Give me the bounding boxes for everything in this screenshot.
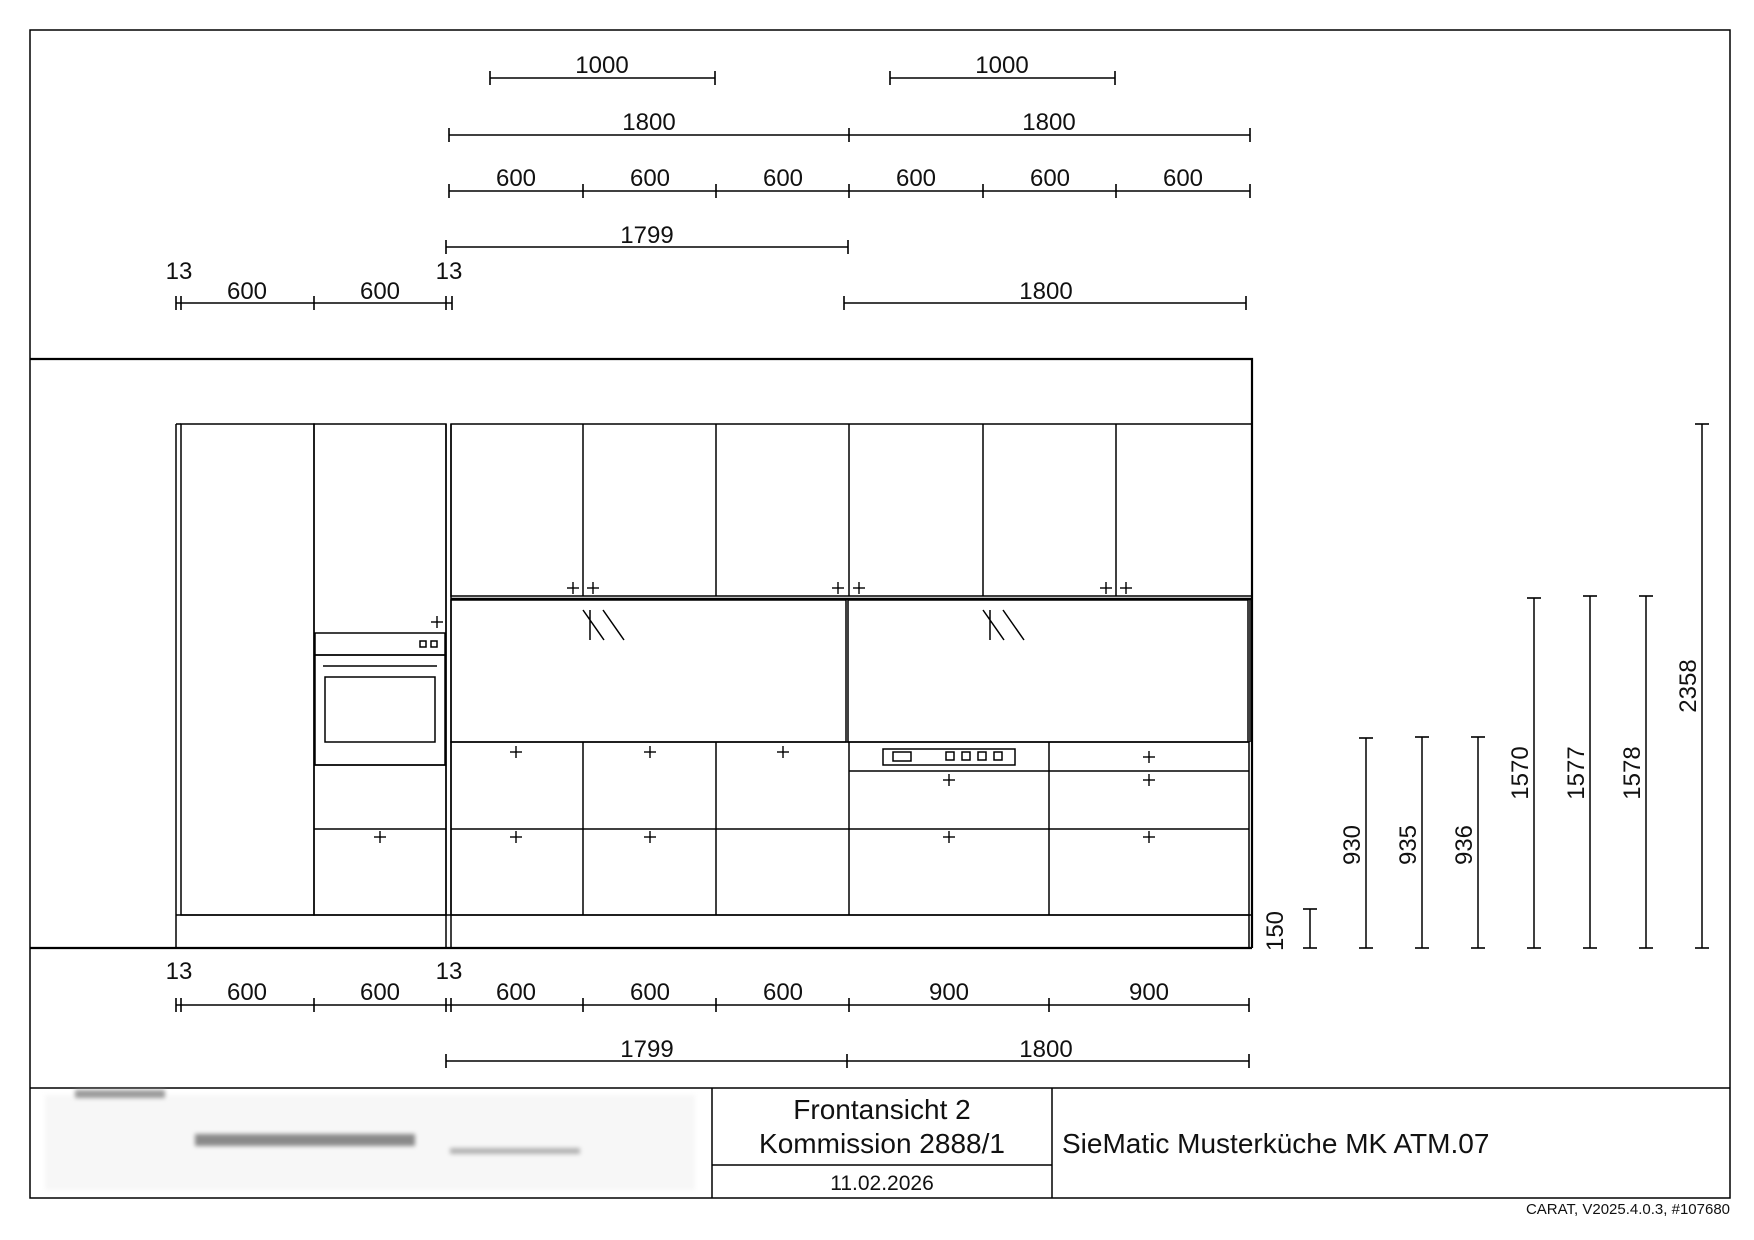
bottom-dimension-chains xyxy=(176,998,1249,1068)
dim-wall-cabinet-width-5: 600 xyxy=(1029,165,1071,192)
room-outline xyxy=(30,359,1252,948)
oven-door xyxy=(315,655,445,765)
dim-wall-cabinet-width-4: 600 xyxy=(895,165,937,192)
dim-height-7: 2358 xyxy=(1675,659,1702,713)
dim-wall-cabinet-width-3: 600 xyxy=(762,165,804,192)
dim-upper-span-2: 1000 xyxy=(975,52,1029,79)
software-version: CARAT, V2025.4.0.3, #107680 xyxy=(1525,1201,1730,1218)
dim-tall-width-1: 600 xyxy=(226,278,268,305)
dim-wall-cabinet-width-2: 600 xyxy=(629,165,671,192)
oven-window xyxy=(325,677,435,742)
dim-base-width-5: 600 xyxy=(762,979,804,1006)
dim-base-width-4: 600 xyxy=(629,979,671,1006)
company-logo-blurred xyxy=(45,1090,695,1190)
dim-base-width-3: 600 xyxy=(495,979,537,1006)
dim-tall-offset-right: 13 xyxy=(435,258,463,285)
view-title: Frontansicht 2 xyxy=(793,1094,971,1125)
dim-tall-width-2: 600 xyxy=(359,278,401,305)
height-dimension-labels xyxy=(1262,659,1702,951)
height-dimension-lines xyxy=(1303,424,1709,948)
tall-cabinet-left xyxy=(176,424,314,948)
dim-wall-cabinet-width-1: 600 xyxy=(495,165,537,192)
opening-symbol-right xyxy=(983,610,1024,640)
opening-symbol-left xyxy=(583,610,624,640)
dim-plinth-height: 150 xyxy=(1262,910,1289,952)
plinth xyxy=(176,915,1252,948)
dim-base-width-6: 900 xyxy=(928,979,970,1006)
top-dimension-labels xyxy=(166,52,1203,305)
dim-height-4: 1570 xyxy=(1507,746,1534,800)
dim-height-1: 930 xyxy=(1339,824,1366,866)
tall-oven-cabinet xyxy=(314,424,451,948)
dim-height-6: 1578 xyxy=(1619,746,1646,800)
dim-upper-span-1: 1000 xyxy=(575,52,629,79)
dim-base-width-7: 900 xyxy=(1128,979,1170,1006)
dim-top-section-span: 1799 xyxy=(620,222,674,249)
dim-tall-offset-left: 13 xyxy=(165,258,193,285)
drawing-date: 11.02.2026 xyxy=(830,1172,934,1195)
dim-height-3: 936 xyxy=(1451,824,1478,866)
dim-bottom-total-1: 1799 xyxy=(620,1036,674,1063)
dim-right-section-top: 1800 xyxy=(1019,278,1073,305)
commission-number: Kommission 2888/1 xyxy=(759,1128,1005,1159)
bottom-dimension-labels xyxy=(166,958,1169,1063)
backsplash-panels xyxy=(451,600,1250,742)
dim-height-5: 1577 xyxy=(1563,746,1590,800)
dim-bottom-offset-left: 13 xyxy=(165,958,193,985)
base-cabinets xyxy=(451,742,1249,915)
dim-bottom-offset-right: 13 xyxy=(435,958,463,985)
drawing-frame xyxy=(30,30,1730,1198)
dim-height-2: 935 xyxy=(1395,824,1422,866)
wall-cabinets xyxy=(451,424,1252,599)
dim-wall-cabinet-width-6: 600 xyxy=(1162,165,1204,192)
dim-upper-total-2: 1800 xyxy=(1022,109,1076,136)
dim-base-width-2: 600 xyxy=(359,979,401,1006)
dim-base-width-1: 600 xyxy=(226,979,268,1006)
dim-upper-total-1: 1800 xyxy=(622,109,676,136)
dim-bottom-total-2: 1800 xyxy=(1019,1036,1073,1063)
client-project-name: SieMatic Musterküche MK ATM.07 xyxy=(1062,1128,1490,1159)
ceiling-and-wall-line xyxy=(30,359,1252,948)
top-dimension-chains xyxy=(176,71,1250,310)
